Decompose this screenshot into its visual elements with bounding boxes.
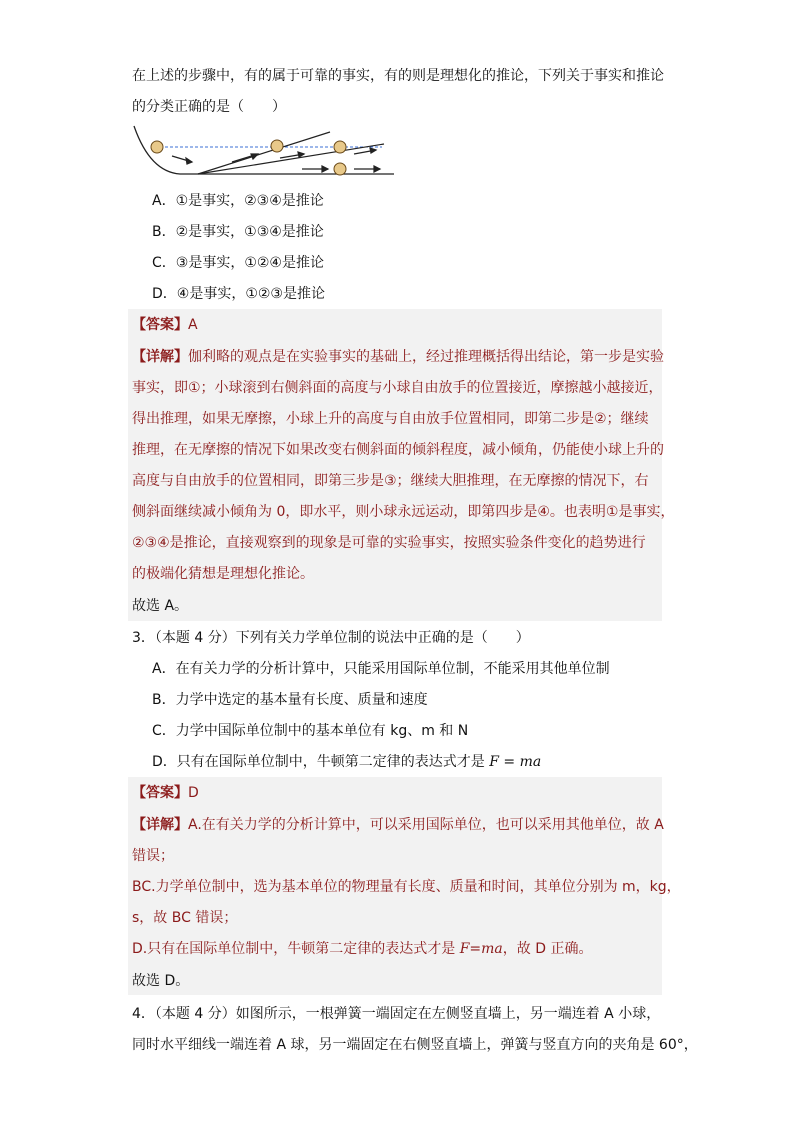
q3-detail-line-1 (132, 815, 664, 835)
q3-detail-line-4: s，故 BC 错误； (132, 910, 238, 926)
q3-option-c: C．力学中国际单位制中的基本单位有 kg、m 和 N (152, 723, 469, 739)
arrow-6-head (374, 166, 380, 172)
q2-stem-line-2: 的分类正确的是（ ） (132, 99, 286, 115)
q2-detail-line-1 (132, 347, 664, 367)
q3-answer (132, 783, 199, 803)
q3-detail-formula: F=ma (459, 941, 503, 957)
q2-option-b: B．②是事实，①③④是推论 (152, 224, 324, 240)
q3-answer-value: D (188, 785, 199, 801)
q2-detail-text-1: 伽利略的观点是在实验事实的基础上，经过推理概括得出结论，第一步是实验 (188, 349, 664, 365)
q3-option-d-text: D．只有在国际单位制中，牛顿第二定律的表达式才是 (152, 754, 490, 770)
ball-flat (334, 163, 346, 175)
arrow-2-head (251, 154, 258, 159)
arrow-4-head (370, 148, 376, 153)
q2-detail-line-3: 得出推理，如果无摩擦，小球上升的高度与自由放手位置相同，即第二步是②；继续 (132, 411, 649, 427)
q3-detail-line-2: 错误； (132, 848, 174, 864)
ball-steep (271, 140, 283, 152)
q2-detail-line-2: 事实，即①；小球滚到右侧斜面的高度与小球自由放手的位置接近，摩擦越小越接近， (132, 380, 663, 396)
q2-option-c: C．③是事实，①②④是推论 (152, 255, 324, 271)
q2-answer (132, 315, 198, 335)
q2-detail-label: 【详解】 (132, 349, 188, 365)
q2-option-d: D．④是事实，①②③是推论 (152, 286, 325, 302)
q2-answer-value: A (188, 317, 198, 333)
arrow-3-head (298, 152, 304, 157)
q2-conclusion: 故选 A。 (132, 598, 189, 614)
left-ramp-curve (134, 126, 394, 174)
ball-left (151, 141, 163, 153)
arrow-5-head (322, 166, 328, 172)
q3-option-a: A．在有关力学的分析计算中，只能采用国际单位制，不能采用其他单位制 (152, 661, 610, 677)
arrow-1-head (186, 158, 192, 164)
steep-incline (198, 132, 330, 174)
q3-detail-tail: ，故 D 正确。 (502, 941, 593, 957)
q2-detail-line-7: ②③④是推论，直接观察到的现象是可靠的实验事实，按照实验条件变化的趋势进行 (132, 535, 646, 551)
q3-detail-label: 【详解】 (132, 817, 188, 833)
q2-detail-line-6: 侧斜面继续减小倾角为 0，即水平，则小球永远运动，即第四步是④。也表明①是事实， (132, 504, 675, 520)
q4-stem-line-2: 同时水平细线一端连着 A 球，另一端固定在右侧竖直墙上，弹簧与竖直方向的夹角是 60°， (132, 1037, 698, 1053)
q2-detail-line-8: 的极端化猜想是理想化推论。 (132, 566, 314, 582)
q4-stem-line-1: 4．（本题 4 分）如图所示，一根弹簧一端固定在左侧竖直墙上，另一端连着 A 小球， (132, 1006, 661, 1022)
q3-detail-line-3: BC.力学单位制中，选为基本单位的物理量有长度、质量和时间，其单位分别为 m，kg， (132, 879, 681, 895)
q2-detail-line-4: 推理，在无摩擦的情况下如果改变右侧斜面的倾斜程度，减小倾角，仍能使小球上升的 (132, 442, 664, 458)
q3-detail-text-5: D.只有在国际单位制中，牛顿第二定律的表达式才是 (132, 941, 460, 957)
q2-detail-line-5: 高度与自由放手的位置相同，即第三步是③；继续大胆推理，在无摩擦的情况下，右 (132, 473, 649, 489)
q3-option-b: B．力学中选定的基本量有长度、质量和速度 (152, 692, 428, 708)
q3-option-d (152, 752, 541, 772)
q3-detail-text-1: A.在有关力学的分析计算中，可以采用国际单位，也可以采用其他单位，故 A (188, 817, 664, 833)
q3-detail-line-5 (132, 939, 592, 959)
galileo-incline-figure (132, 124, 396, 180)
ball-gentle (334, 141, 346, 153)
q2-option-a: A．①是事实，②③④是推论 (152, 193, 324, 209)
q2-stem-line-1: 在上述的步骤中，有的属于可靠的事实，有的则是理想化的推论，下列关于事实和推论 (132, 68, 664, 84)
q3-conclusion: 故选 D。 (132, 973, 190, 989)
q3-answer-label: 【答案】 (132, 785, 188, 801)
q3-stem: 3．（本题 4 分）下列有关力学单位制的说法中正确的是（ ） (132, 630, 530, 646)
q3-option-d-formula: F = ma (489, 754, 542, 770)
q2-answer-label: 【答案】 (132, 317, 188, 333)
